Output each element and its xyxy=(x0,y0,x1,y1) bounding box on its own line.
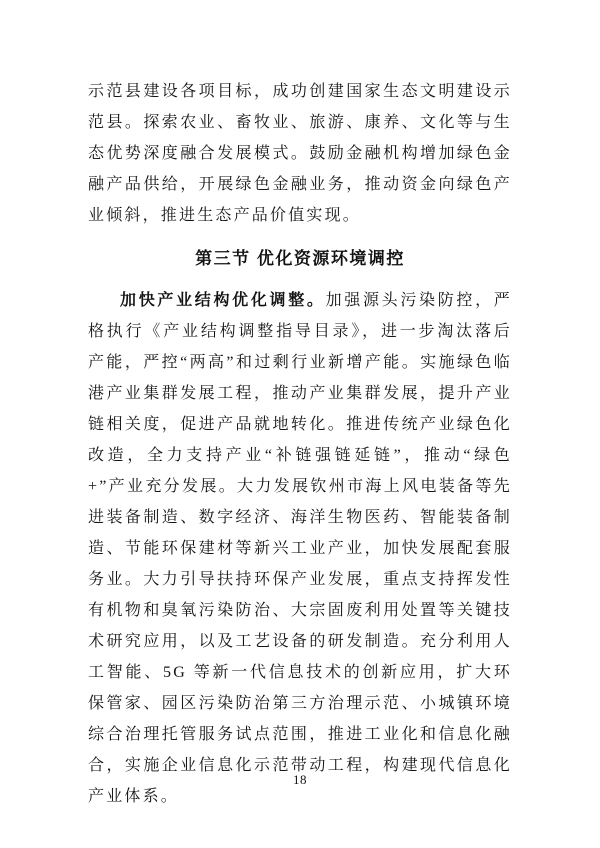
paragraph-main-lead: 加快产业结构优化调整。 xyxy=(120,292,326,309)
paragraph-continuation: 示范县建设各项目标，成功创建国家生态文明建设示范县。探索农业、畜牧业、旅游、康养、文化等与生态优势深度融合发展模式。鼓励金融机构增加绿色金融产品供给，开展绿色金融业务，推动资金向绿色产业倾斜，推进生态产品价值实现。 xyxy=(88,83,512,224)
paragraph-main-body: 加强源头污染防控，严格执行《产业结构调整指导目录》，进一步淘汰落后产能，严控“两高”和过剩行业新增产能。实施绿色临港产业集群发展工程，推动产业集群发展，提升产业链相关度，促进产品就地转化。推进传统产业绿色化改造，全力支持产业“补链强链延链”，推动“绿色+”产业充分发展。大力发展钦州市海上风电装备等先进装备制造、数字经济、海洋生物医药、智能装备制造、节能环保建材等新兴工业产业，加快发展配套服务业。大力引导扶持环保产业发展，重点支持挥发性有机物和臭氧污染防治、大宗固废利用处置等关键技术研究应用，以及工艺设备的研发制造。充分利用人工智能、5G 等新一代信息技术的创新应用，扩大环保管家、园区污染防治第三方治理示范、小城镇环境综合治理托管服务试点范围，推进工业化和信息化融合，实施企业信息化示范带动工程，构建现代信息化产业体系。 xyxy=(88,292,512,805)
paragraph-main xyxy=(88,285,512,812)
section-heading: 第三节 优化资源环境调控 xyxy=(195,249,405,268)
page-number: 18 xyxy=(293,772,307,787)
